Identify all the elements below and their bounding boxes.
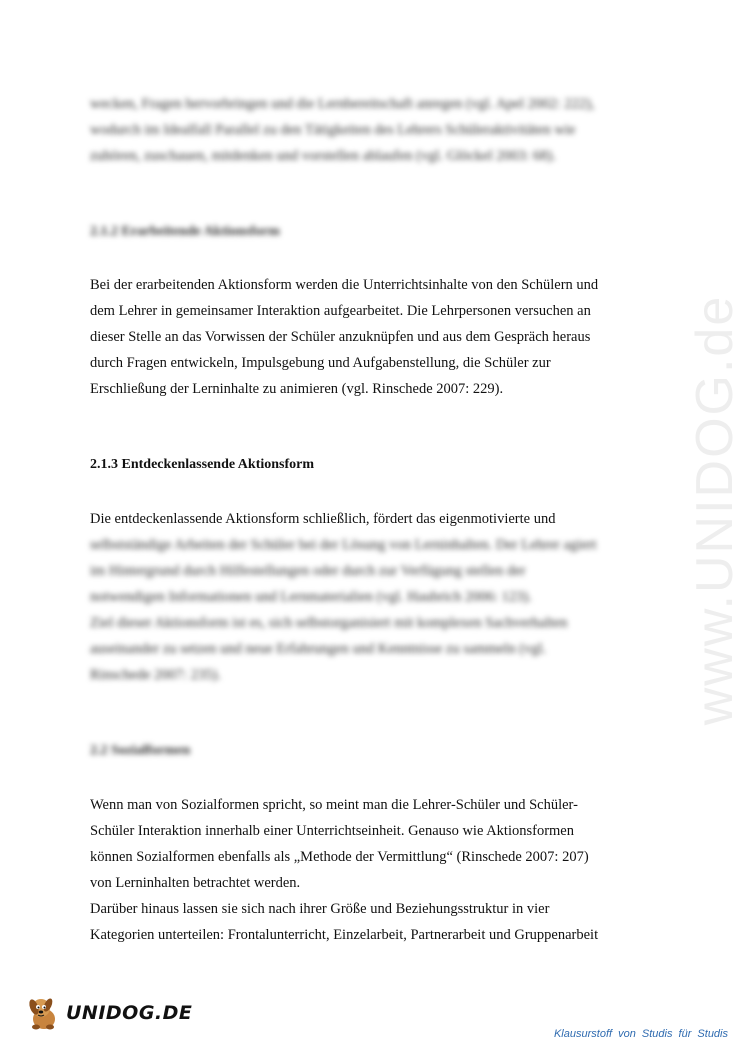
watermark-text: www.UNIDOG.de bbox=[686, 294, 744, 726]
watermark bbox=[665, 280, 750, 740]
text-line: selbstständige Arbeiten der Schüler bei der Lösung von Lerninhalten. Der Lehrer agiert bbox=[90, 537, 597, 553]
text-line: Kategorien unterteilen: Frontalunterricht, Einzelarbeit, Partnerarbeit und Gruppenarbeit bbox=[90, 927, 599, 943]
paragraph-2-1-3 bbox=[90, 506, 630, 688]
text-line: Erschließung der Lerninhalte zu animieren (vgl. Rinschede 2007: 229). bbox=[90, 381, 504, 397]
text-line: durch Fragen entwickeln, Impulsgebung und Aufgabenstellung, die Schüler zur bbox=[90, 355, 551, 371]
text-line: notwendigen Informationen und Lernmaterialien (vgl. Haubrich 2006: 123). bbox=[90, 589, 532, 605]
text-line: dieser Stelle an das Vorwissen der Schüler anzuknüpfen und aus dem Gespräch heraus bbox=[90, 329, 591, 345]
text-line: wecken, Fragen hervorbringen und die Lernbereitschaft anregen (vgl. Apel 2002: 222), bbox=[90, 96, 595, 112]
text-line: Wenn man von Sozialformen spricht, so meint man die Lehrer-Schüler und Schüler- bbox=[90, 797, 578, 813]
paragraph-2-2 bbox=[90, 792, 630, 948]
blurred-paragraph-top bbox=[90, 91, 630, 169]
text-line: dem Lehrer in gemeinsamer Interaktion aufgearbeitet. Die Lehrpersonen versuchen an bbox=[90, 303, 591, 319]
text-line: im Hintergrund durch Hilfestellungen oder durch zur Verfügung stellen der bbox=[90, 563, 526, 579]
text-line: auseinander zu setzen und neue Erfahrungen und Kenntnisse zu sammeln (vgl. bbox=[90, 641, 547, 657]
footer-tagline: Klausurstoff von Studis für Studis bbox=[553, 1028, 728, 1040]
section-heading-2-1-3: 2.1.3 Entdeckenlassende Aktionsform bbox=[90, 457, 315, 472]
text-line: können Sozialformen ebenfalls als „Methode der Vermittlung“ (Rinschede 2007: 207) bbox=[90, 849, 589, 865]
text-line: Schüler Interaktion innerhalb einer Unterrichtseinheit. Genauso wie Aktionsformen bbox=[90, 823, 574, 839]
text-line: wodurch im Idealfall Parallel zu den Tätigkeiten des Lehrers Schüleraktivitäten wie bbox=[90, 122, 576, 138]
text-line: Darüber hinaus lassen sie sich nach ihrer Größe und Beziehungsstruktur in vier bbox=[90, 901, 550, 917]
blurred-paragraph-2-1-3 bbox=[90, 532, 630, 688]
paragraph-2-1-2 bbox=[90, 272, 630, 402]
section-heading-2-1-2: 2.1.2 Erarbeitende Aktionsform bbox=[90, 224, 280, 239]
text-line: Bei der erarbeitenden Aktionsform werden die Unterrichtsinhalte von den Schülern und bbox=[90, 277, 599, 293]
text-line: von Lerninhalten betrachtet werden. bbox=[90, 875, 301, 891]
text-line: Die entdeckenlassende Aktionsform schließlich, fördert das eigenmotivierte und bbox=[90, 511, 556, 527]
text-line: Ziel dieser Aktionsform ist es, sich selbstorganisiert mit komplexen Sachverhalten bbox=[90, 615, 568, 631]
text-line: Rinschede 2007: 235). bbox=[90, 667, 221, 683]
text-line: zuhören, zuschauen, mitdenken und vorstellen ablaufen (vgl. Glöckel 2003: 68). bbox=[90, 148, 556, 164]
unidog-logo bbox=[24, 993, 192, 1033]
logo-text: UNIDOG.DE bbox=[66, 1002, 193, 1024]
section-heading-2-2: 2.2 Sozialformen bbox=[90, 743, 191, 758]
dog-mascot-icon bbox=[24, 993, 64, 1033]
